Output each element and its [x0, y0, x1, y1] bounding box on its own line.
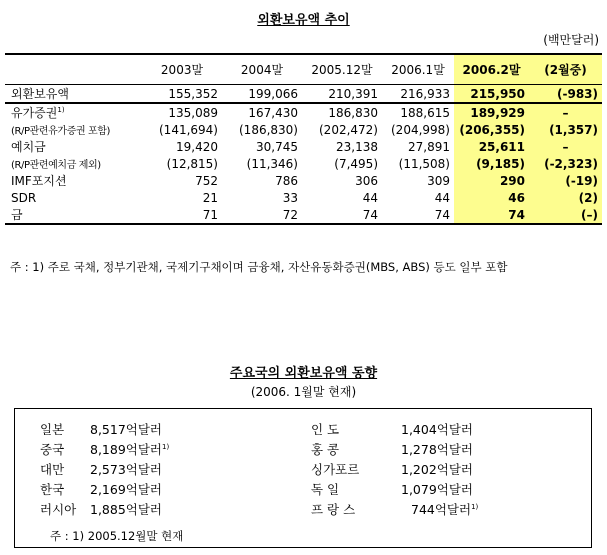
box-footnote: 주 : 1) 2005.12월말 현재 — [50, 529, 184, 543]
table-cell: 290 — [454, 172, 529, 189]
header-cell: 2006.1말 — [382, 54, 454, 85]
country-value: 2,169억달러 — [90, 482, 163, 497]
table-cell: (12,815) — [166, 156, 218, 171]
table-cell: 188,615 — [400, 105, 450, 120]
list-item — [40, 440, 169, 458]
section-title: 주요국의 외환보유액 동향 — [229, 366, 378, 381]
table-cell: 786 — [275, 173, 298, 188]
table-cell: 167,430 — [248, 105, 298, 120]
table-row — [5, 155, 602, 172]
header-cell: 2005.12말 — [302, 54, 382, 85]
table-cell: 33 — [282, 190, 298, 205]
table-cell: (204,998) — [391, 122, 450, 137]
table-cell: – — [529, 103, 602, 121]
table-row — [5, 121, 602, 138]
country-name: 싱가포르 — [311, 462, 360, 477]
country-value: 1,202억달러 — [401, 462, 474, 477]
table-cell: 155,352 — [142, 85, 222, 104]
country-value: 744억달러 — [411, 502, 472, 517]
table-cell: 27,891 — [408, 139, 450, 154]
table-cell: (11,346) — [246, 156, 298, 171]
table-cell: (-19) — [529, 172, 602, 189]
footnote-marker: 1) — [162, 442, 170, 451]
header-cell: 2003말 — [142, 54, 222, 85]
table-cell: 74 — [382, 206, 454, 224]
table-cell: 44 — [362, 190, 378, 205]
table-cell: 186,830 — [328, 105, 378, 120]
unit-label: (백만달러) — [543, 33, 599, 47]
header-cell: 2004말 — [222, 54, 302, 85]
country-name: 프 랑 스 — [311, 502, 356, 517]
footnote-marker: 1) — [57, 106, 65, 114]
row-label: 예치금 — [11, 140, 46, 154]
table-cell: 189,929 — [454, 103, 529, 121]
table-cell: 46 — [454, 189, 529, 206]
table-row — [5, 138, 602, 155]
list-item — [311, 500, 478, 518]
table-row — [5, 206, 602, 224]
list-item — [40, 500, 162, 518]
row-label: 외환보유액 — [5, 85, 142, 104]
table-cell: (1,357) — [529, 121, 602, 138]
list-item — [311, 460, 473, 478]
table-cell: (202,472) — [319, 122, 378, 137]
country-name: 홍 콩 — [311, 442, 340, 457]
table-cell: 21 — [202, 190, 218, 205]
table-row — [5, 85, 602, 104]
table-row — [5, 172, 602, 189]
list-item — [311, 420, 473, 438]
table-cell: 74 — [302, 206, 382, 224]
country-reserves-box — [14, 408, 592, 548]
row-label: 금 — [5, 206, 142, 224]
table-cell: (7,495) — [334, 156, 378, 171]
table-cell: 216,933 — [382, 85, 454, 104]
header-cell: (2월중) — [529, 54, 602, 85]
table-cell: (141,694) — [159, 122, 218, 137]
table-cell: 210,391 — [302, 85, 382, 104]
table-cell: 71 — [142, 206, 222, 224]
table-cell: 309 — [427, 173, 450, 188]
table-footnote: 주 : 1) 주로 국채, 정부기관채, 국제기구채이며 금융채, 자산유동화증권(MBS, ABS) 등도 일부 포함 — [10, 260, 508, 274]
row-label: (R/P관련예치금 제외) — [11, 160, 101, 171]
country-name: 대만 — [40, 462, 65, 477]
table-cell: 306 — [355, 173, 378, 188]
country-name: 독 일 — [311, 482, 340, 497]
country-name: 인 도 — [311, 422, 340, 437]
table-cell: 19,420 — [176, 139, 218, 154]
table-cell: (11,508) — [398, 156, 450, 171]
country-name: 러시아 — [40, 502, 77, 517]
table-row — [5, 189, 602, 206]
table-cell: (186,830) — [239, 122, 298, 137]
section-subtitle: (2006. 1월말 현재) — [250, 385, 357, 399]
row-label: IMF포지션 — [11, 174, 67, 188]
table-cell: 23,138 — [336, 139, 378, 154]
country-value: 1,079억달러 — [401, 482, 474, 497]
reserves-table — [5, 53, 602, 225]
country-value: 8,517억달러 — [90, 422, 163, 437]
table-cell: 72 — [222, 206, 302, 224]
table-header-row — [5, 54, 602, 85]
footnote-marker: 1) — [471, 502, 479, 511]
country-value: 1,885억달러 — [90, 502, 163, 517]
table-row — [5, 103, 602, 121]
row-label: 유가증권$^{1)}$ — [11, 106, 65, 120]
table-cell: 74 — [454, 206, 529, 224]
country-value: 2,573억달러 — [90, 462, 163, 477]
table-cell: (9,185) — [454, 155, 529, 172]
table-cell: (-2,323) — [529, 155, 602, 172]
list-item — [40, 480, 162, 498]
list-item — [311, 440, 473, 458]
table-cell: 199,066 — [222, 85, 302, 104]
list-item — [311, 480, 473, 498]
country-value: 1,404억달러 — [401, 422, 474, 437]
country-name: 중국 — [40, 442, 65, 457]
table-cell: 25,611 — [454, 138, 529, 155]
country-value: 1,278억달러 — [401, 442, 474, 457]
table-cell: (2) — [529, 189, 602, 206]
table-cell: (–) — [529, 206, 602, 224]
row-label: SDR — [11, 190, 37, 205]
table-cell: 215,950 — [454, 85, 529, 104]
table-cell: (206,355) — [454, 121, 529, 138]
header-cell: 2006.2말 — [454, 54, 529, 85]
list-item — [40, 420, 162, 438]
page-title: 외환보유액 추이 — [257, 13, 350, 28]
table-cell: 30,745 — [256, 139, 298, 154]
header-cell — [5, 54, 142, 85]
list-item — [40, 460, 162, 478]
country-name: 한국 — [40, 482, 65, 497]
country-name: 일본 — [40, 422, 65, 437]
country-value: 8,189억달러 — [90, 442, 163, 457]
table-cell: – — [529, 138, 602, 155]
table-cell: 135,089 — [168, 105, 218, 120]
table-cell: (-983) — [529, 85, 602, 104]
table-cell: 44 — [434, 190, 450, 205]
row-label: (R/P관련유가증권 포함) — [11, 126, 111, 137]
table-cell: 752 — [195, 173, 218, 188]
